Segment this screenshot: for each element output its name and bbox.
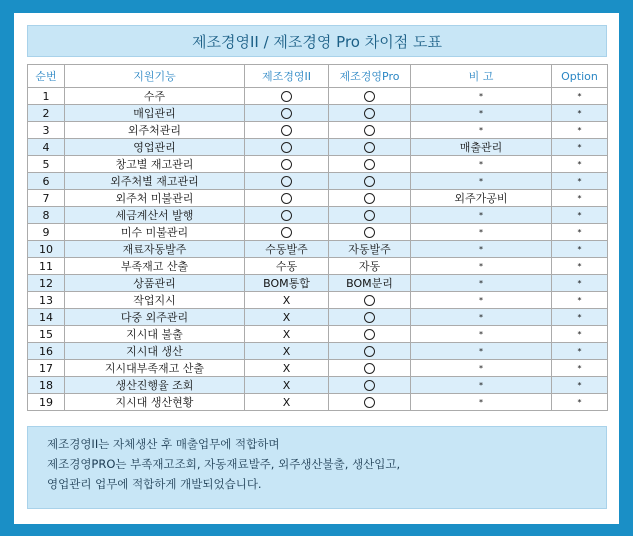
remark-value: * [411,156,552,173]
feature-name: 부족재고 산출 [65,258,245,275]
notes-box [27,426,607,509]
feature-name: 상품관리 [65,275,245,292]
row-number: 7 [28,190,65,207]
edition-ii-value [245,139,329,156]
remark-value: * [411,224,552,241]
circle-mark [281,125,292,136]
remark-value: * [411,258,552,275]
edition-ii-value: X [245,394,329,411]
row-number: 4 [28,139,65,156]
remark-value: * [411,105,552,122]
circle-mark [281,142,292,153]
feature-name: 외주처 미불관리 [65,190,245,207]
edition-ii-value [245,207,329,224]
row-number: 16 [28,343,65,360]
circle-mark [364,176,375,187]
table-row [28,241,608,258]
circle-mark [364,210,375,221]
circle-mark [281,91,292,102]
feature-name: 미수 미불관리 [65,224,245,241]
remark-value: * [411,122,552,139]
edition-pro-value [329,139,411,156]
col-header-option: Option [552,65,608,88]
edition-ii-value [245,156,329,173]
feature-name: 영업관리 [65,139,245,156]
edition-ii-value: X [245,343,329,360]
col-header-edition-ii: 제조경영II [245,65,329,88]
option-value: * [552,275,608,292]
feature-name: 지시대 불출 [65,326,245,343]
feature-name: 생산진행율 조회 [65,377,245,394]
remark-value: * [411,241,552,258]
page-title: 제조경영II / 제조경영 Pro 차이점 도표 [27,25,607,57]
circle-mark [364,397,375,408]
remark-value: 매출관리 [411,139,552,156]
edition-ii-value: X [245,326,329,343]
edition-pro-value [329,156,411,173]
table-row [28,173,608,190]
feature-name: 외주처관리 [65,122,245,139]
table-row [28,224,608,241]
remark-value: * [411,275,552,292]
edition-pro-value [329,326,411,343]
row-number: 8 [28,207,65,224]
table-row [28,190,608,207]
feature-name: 다중 외주관리 [65,309,245,326]
edition-ii-value: X [245,309,329,326]
circle-mark [364,142,375,153]
edition-ii-value: X [245,377,329,394]
table-row [28,309,608,326]
edition-pro-value: BOM분리 [329,275,411,292]
feature-name: 지시대 생산현황 [65,394,245,411]
comparison-table [27,64,608,411]
feature-name: 세금계산서 발행 [65,207,245,224]
option-value: * [552,156,608,173]
circle-mark [281,176,292,187]
circle-mark [281,227,292,238]
table-row [28,275,608,292]
edition-pro-value: 자동 [329,258,411,275]
edition-pro-value [329,292,411,309]
circle-mark [364,380,375,391]
col-header-number: 순번 [28,65,65,88]
edition-pro-value [329,105,411,122]
table-row [28,105,608,122]
remark-value: * [411,394,552,411]
row-number: 3 [28,122,65,139]
row-number: 2 [28,105,65,122]
circle-mark [281,159,292,170]
option-value: * [552,207,608,224]
edition-ii-value [245,105,329,122]
circle-mark [364,295,375,306]
edition-ii-value [245,173,329,190]
edition-pro-value [329,224,411,241]
circle-mark [281,193,292,204]
feature-name: 수주 [65,88,245,105]
row-number: 10 [28,241,65,258]
row-number: 18 [28,377,65,394]
remark-value: * [411,309,552,326]
remark-value: * [411,360,552,377]
row-number: 1 [28,88,65,105]
edition-ii-value: X [245,360,329,377]
table-row [28,377,608,394]
table-row [28,207,608,224]
circle-mark [364,329,375,340]
edition-pro-value [329,173,411,190]
edition-pro-value [329,88,411,105]
table-row [28,88,608,105]
option-value: * [552,224,608,241]
circle-mark [364,91,375,102]
remark-value: 외주가공비 [411,190,552,207]
table-row [28,156,608,173]
circle-mark [364,125,375,136]
edition-pro-value [329,309,411,326]
note-line: 영업관리 업무에 적합하게 개발되었습니다. [47,477,262,491]
edition-pro-value [329,360,411,377]
row-number: 11 [28,258,65,275]
row-number: 12 [28,275,65,292]
option-value: * [552,309,608,326]
edition-ii-value [245,224,329,241]
content-panel [14,13,619,524]
feature-name: 창고별 재고관리 [65,156,245,173]
option-value: * [552,292,608,309]
feature-name: 외주처별 재고관리 [65,173,245,190]
note-line: 제조경영II는 자체생산 후 매출업무에 적합하며 [47,437,280,451]
remark-value: * [411,207,552,224]
remark-value: * [411,343,552,360]
col-header-feature: 지원기능 [65,65,245,88]
feature-name: 작업지시 [65,292,245,309]
row-number: 13 [28,292,65,309]
remark-value: * [411,326,552,343]
circle-mark [281,210,292,221]
option-value: * [552,360,608,377]
row-number: 5 [28,156,65,173]
feature-name: 지시대 생산 [65,343,245,360]
col-header-edition-pro: 제조경영Pro [329,65,411,88]
edition-ii-value [245,88,329,105]
option-value: * [552,377,608,394]
option-value: * [552,139,608,156]
header-row [28,65,608,88]
option-value: * [552,122,608,139]
option-value: * [552,173,608,190]
edition-pro-value [329,343,411,360]
table-row [28,326,608,343]
table-row [28,343,608,360]
remark-value: * [411,173,552,190]
circle-mark [364,346,375,357]
edition-pro-value [329,394,411,411]
option-value: * [552,343,608,360]
note-line: 제조경영PRO는 부족재고조회, 자동재료발주, 외주생산불출, 생산입고, [47,457,401,471]
option-value: * [552,394,608,411]
feature-name: 지시대부족재고 산출 [65,360,245,377]
option-value: * [552,88,608,105]
circle-mark [281,108,292,119]
row-number: 15 [28,326,65,343]
table-row [28,394,608,411]
edition-ii-value [245,190,329,207]
feature-name: 매입관리 [65,105,245,122]
edition-pro-value [329,190,411,207]
row-number: 9 [28,224,65,241]
table-row [28,292,608,309]
circle-mark [364,193,375,204]
circle-mark [364,363,375,374]
edition-pro-value: 자동발주 [329,241,411,258]
edition-pro-value [329,122,411,139]
option-value: * [552,241,608,258]
circle-mark [364,108,375,119]
remark-value: * [411,377,552,394]
table-row [28,139,608,156]
edition-ii-value: 수동발주 [245,241,329,258]
table-row [28,360,608,377]
row-number: 14 [28,309,65,326]
circle-mark [364,312,375,323]
row-number: 17 [28,360,65,377]
row-number: 19 [28,394,65,411]
option-value: * [552,105,608,122]
col-header-remarks: 비 고 [411,65,552,88]
circle-mark [364,227,375,238]
row-number: 6 [28,173,65,190]
edition-ii-value [245,122,329,139]
edition-pro-value [329,207,411,224]
edition-ii-value: X [245,292,329,309]
circle-mark [364,159,375,170]
option-value: * [552,190,608,207]
edition-ii-value: BOM통합 [245,275,329,292]
remark-value: * [411,292,552,309]
edition-pro-value [329,377,411,394]
feature-name: 재료자동발주 [65,241,245,258]
table-row [28,258,608,275]
table-row [28,122,608,139]
remark-value: * [411,88,552,105]
option-value: * [552,326,608,343]
option-value: * [552,258,608,275]
edition-ii-value: 수동 [245,258,329,275]
